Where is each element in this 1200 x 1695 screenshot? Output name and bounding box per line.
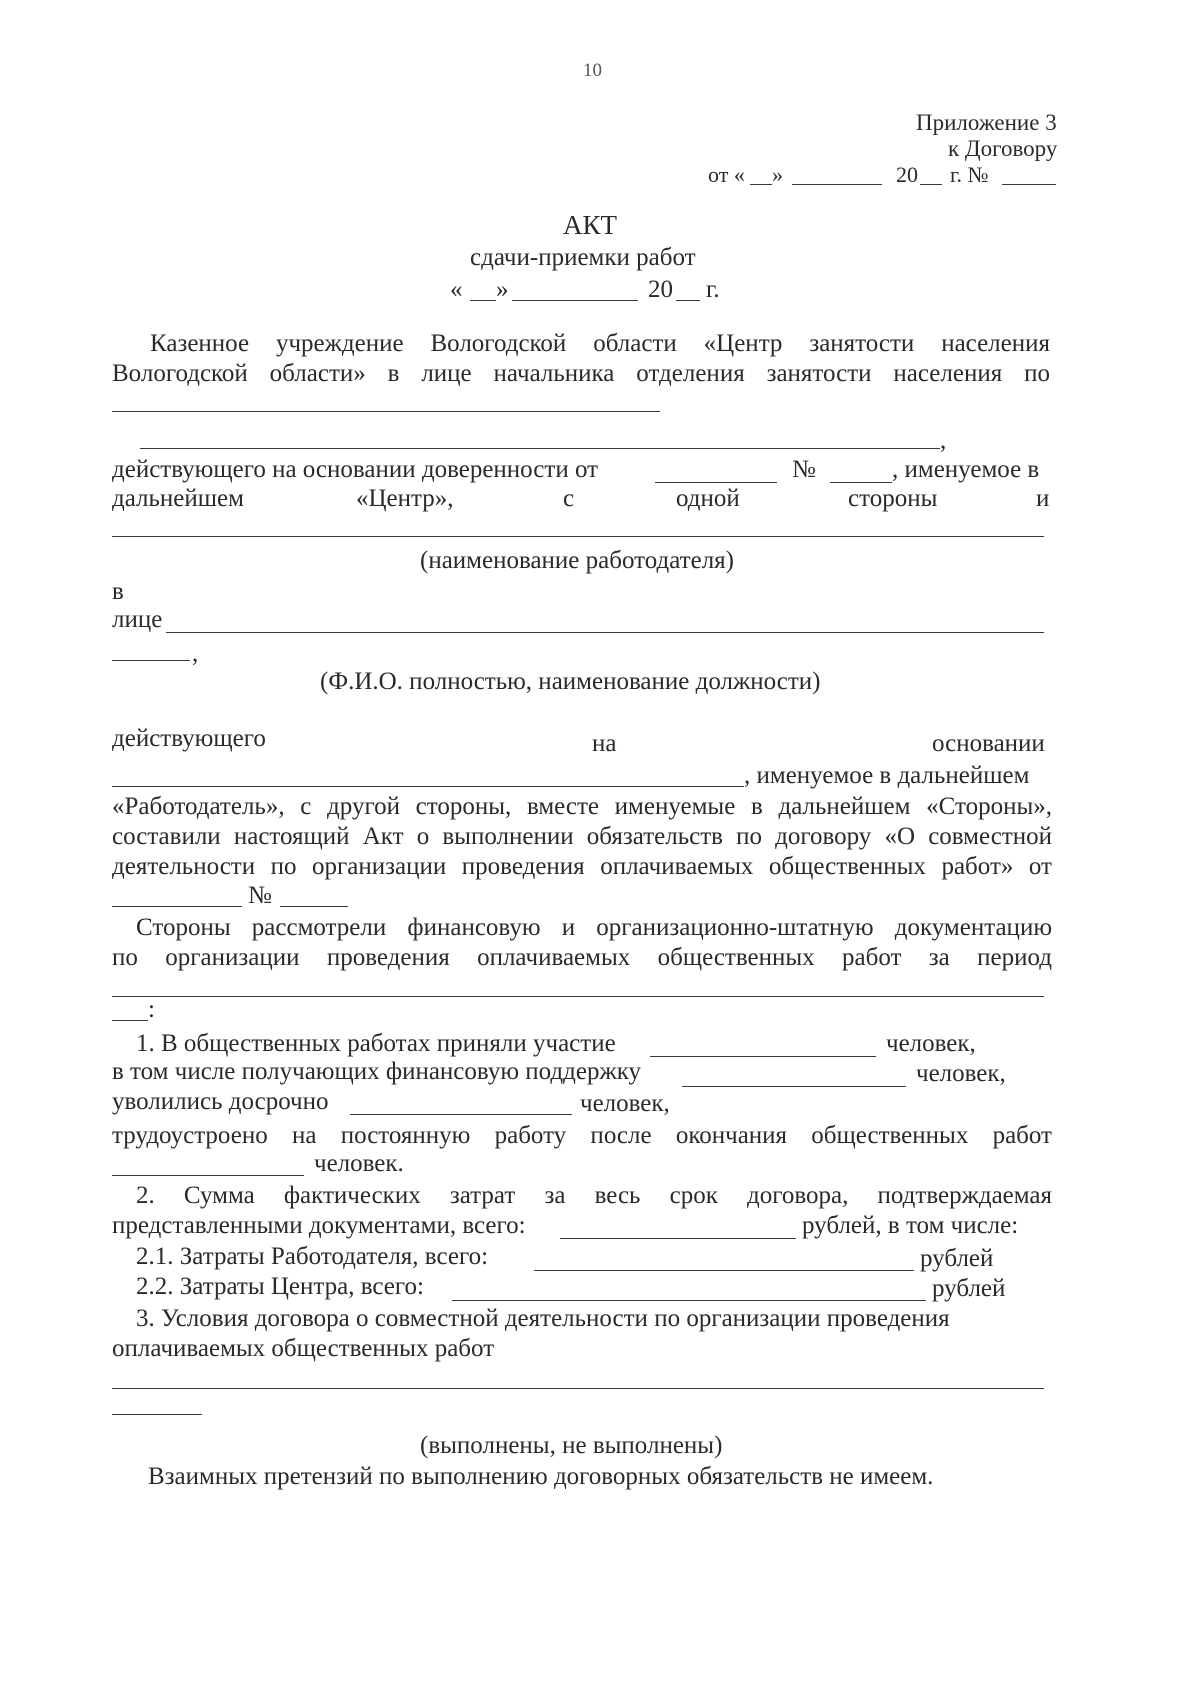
blank-dismissed	[350, 1114, 572, 1115]
item1-d: трудоустроено на постоянную работу после окончания общественных работ	[112, 1122, 1052, 1149]
quote-close: »	[772, 162, 783, 187]
blank-employed	[112, 1175, 304, 1176]
comma-2: ,	[192, 640, 199, 667]
item1-b: в том числе получающих финансовую поддержку	[112, 1058, 642, 1085]
p1-line1: Казенное учреждение Вологодской области «Центр занятости населения	[150, 330, 1050, 357]
act-date-open: «	[450, 276, 463, 303]
item1-d-unit: человек.	[314, 1150, 404, 1177]
item2-line1: 2. Сумма фактических затрат за весь срок договора, подтверждаемая	[136, 1182, 1052, 1209]
p3-line3: «Работодатель», с другой стороны, вместе именуемые в дальнейшем «Стороны»,	[112, 793, 1052, 820]
blank-period-2	[112, 1020, 148, 1021]
blank-department	[112, 411, 660, 412]
item2-line2-a: представленными документами, всего:	[112, 1212, 526, 1239]
act-year: 20	[648, 276, 673, 303]
p1-line2: Вологодской области» в лице начальника отделения занятости населения по	[112, 360, 1050, 387]
item1-c: уволились досрочно	[112, 1088, 329, 1115]
caption-employer: (наименование работодателя)	[420, 547, 735, 574]
item1-a-unit: человек,	[886, 1030, 976, 1057]
appendix-label: Приложение 3	[916, 110, 1057, 135]
blank-total-cost	[560, 1238, 796, 1239]
blank-day	[750, 184, 772, 185]
p3-w3: основании	[932, 730, 1045, 757]
comma: ,	[940, 427, 947, 454]
blank-representative-2	[112, 660, 190, 661]
item3-line1: 3. Условия договора о совместной деятельности по организации проведения	[136, 1305, 950, 1332]
blank-head-name	[140, 448, 940, 449]
blank-period	[112, 996, 1044, 997]
p4-line1: Стороны рассмотрели финансовую и организационно-штатную документацию	[136, 914, 1052, 941]
blank-contract-number	[280, 906, 348, 907]
blank-participants	[650, 1056, 876, 1057]
contract-label: к Договору	[948, 136, 1058, 161]
blank-center-cost	[452, 1300, 926, 1301]
act-subtitle: сдачи-приемки работ	[470, 244, 696, 271]
blank-proxy-number	[830, 482, 892, 483]
blank-conditions-2	[112, 1414, 202, 1415]
number-label: г. №	[950, 162, 989, 187]
p2-w6: и	[1036, 485, 1050, 512]
p3-w2: на	[592, 730, 617, 757]
p4-line2: по организации проведения оплачиваемых общественных работ за период	[112, 944, 1052, 971]
p2-line1-b: , именуемое в	[892, 456, 1040, 483]
act-blank-year	[676, 300, 700, 301]
p2-w1: дальнейшем	[112, 485, 244, 512]
blank-employer-name	[112, 536, 1044, 537]
p2-w5: стороны	[848, 485, 938, 512]
blank-month	[792, 184, 882, 185]
item22-unit: рублей	[932, 1275, 1006, 1302]
colon: :	[148, 996, 155, 1023]
blank-year	[920, 184, 942, 185]
p3-line5: деятельности по организации проведения оплачиваемых общественных работ» от	[112, 853, 1052, 880]
p2-w2: «Центр»,	[356, 485, 454, 512]
p3-no: №	[248, 882, 272, 909]
year-label: 20	[896, 162, 918, 187]
word-v: в	[112, 578, 124, 605]
item21: 2.1. Затраты Работодателя, всего:	[136, 1243, 489, 1270]
caption-done: (выполнены, не выполнены)	[420, 1432, 723, 1459]
act-g: г.	[706, 276, 720, 303]
act-date-close: »	[496, 276, 509, 303]
page-number: 10	[583, 60, 602, 81]
from-label: от «	[708, 162, 745, 187]
item1-c-unit: человек,	[580, 1090, 670, 1117]
caption-fio: (Ф.И.О. полностью, наименование должности)	[320, 668, 821, 695]
word-lice: лице	[112, 606, 163, 633]
p2-no: №	[792, 456, 816, 483]
blank-contract-date	[112, 906, 242, 907]
item22: 2.2. Затраты Центра, всего:	[136, 1273, 424, 1300]
item1-b-unit: человек,	[916, 1060, 1006, 1087]
blank-proxy-date	[655, 482, 777, 483]
act-title: АКТ	[563, 210, 617, 240]
item2-line2-b: рублей, в том числе:	[802, 1212, 1019, 1239]
act-blank-day	[470, 300, 496, 301]
blank-basis	[112, 786, 744, 787]
blank-employer-cost	[534, 1270, 914, 1271]
p2-w4: одной	[676, 485, 740, 512]
p3-line4: составили настоящий Акт о выполнении обязательств по договору «О совместной	[112, 823, 1052, 850]
final-statement: Взаимных претензий по выполнению договорных обязательств не имеем.	[148, 1463, 934, 1490]
act-blank-month	[512, 300, 638, 301]
blank-number	[1002, 184, 1056, 185]
p3-line2: , именуемое в дальнейшем	[744, 762, 1030, 789]
p2-line1-a: действующего на основании доверенности от	[112, 456, 599, 483]
blank-representative	[166, 632, 1044, 633]
blank-conditions	[112, 1388, 1044, 1389]
blank-support	[682, 1086, 906, 1087]
p2-w3: с	[563, 485, 575, 512]
item21-unit: рублей	[920, 1245, 994, 1272]
p3-w1: действующего	[112, 725, 266, 752]
contract-date-line	[708, 162, 745, 188]
item1-a: 1. В общественных работах приняли участие	[136, 1030, 616, 1057]
item3-line2: оплачиваемых общественных работ	[112, 1335, 495, 1362]
